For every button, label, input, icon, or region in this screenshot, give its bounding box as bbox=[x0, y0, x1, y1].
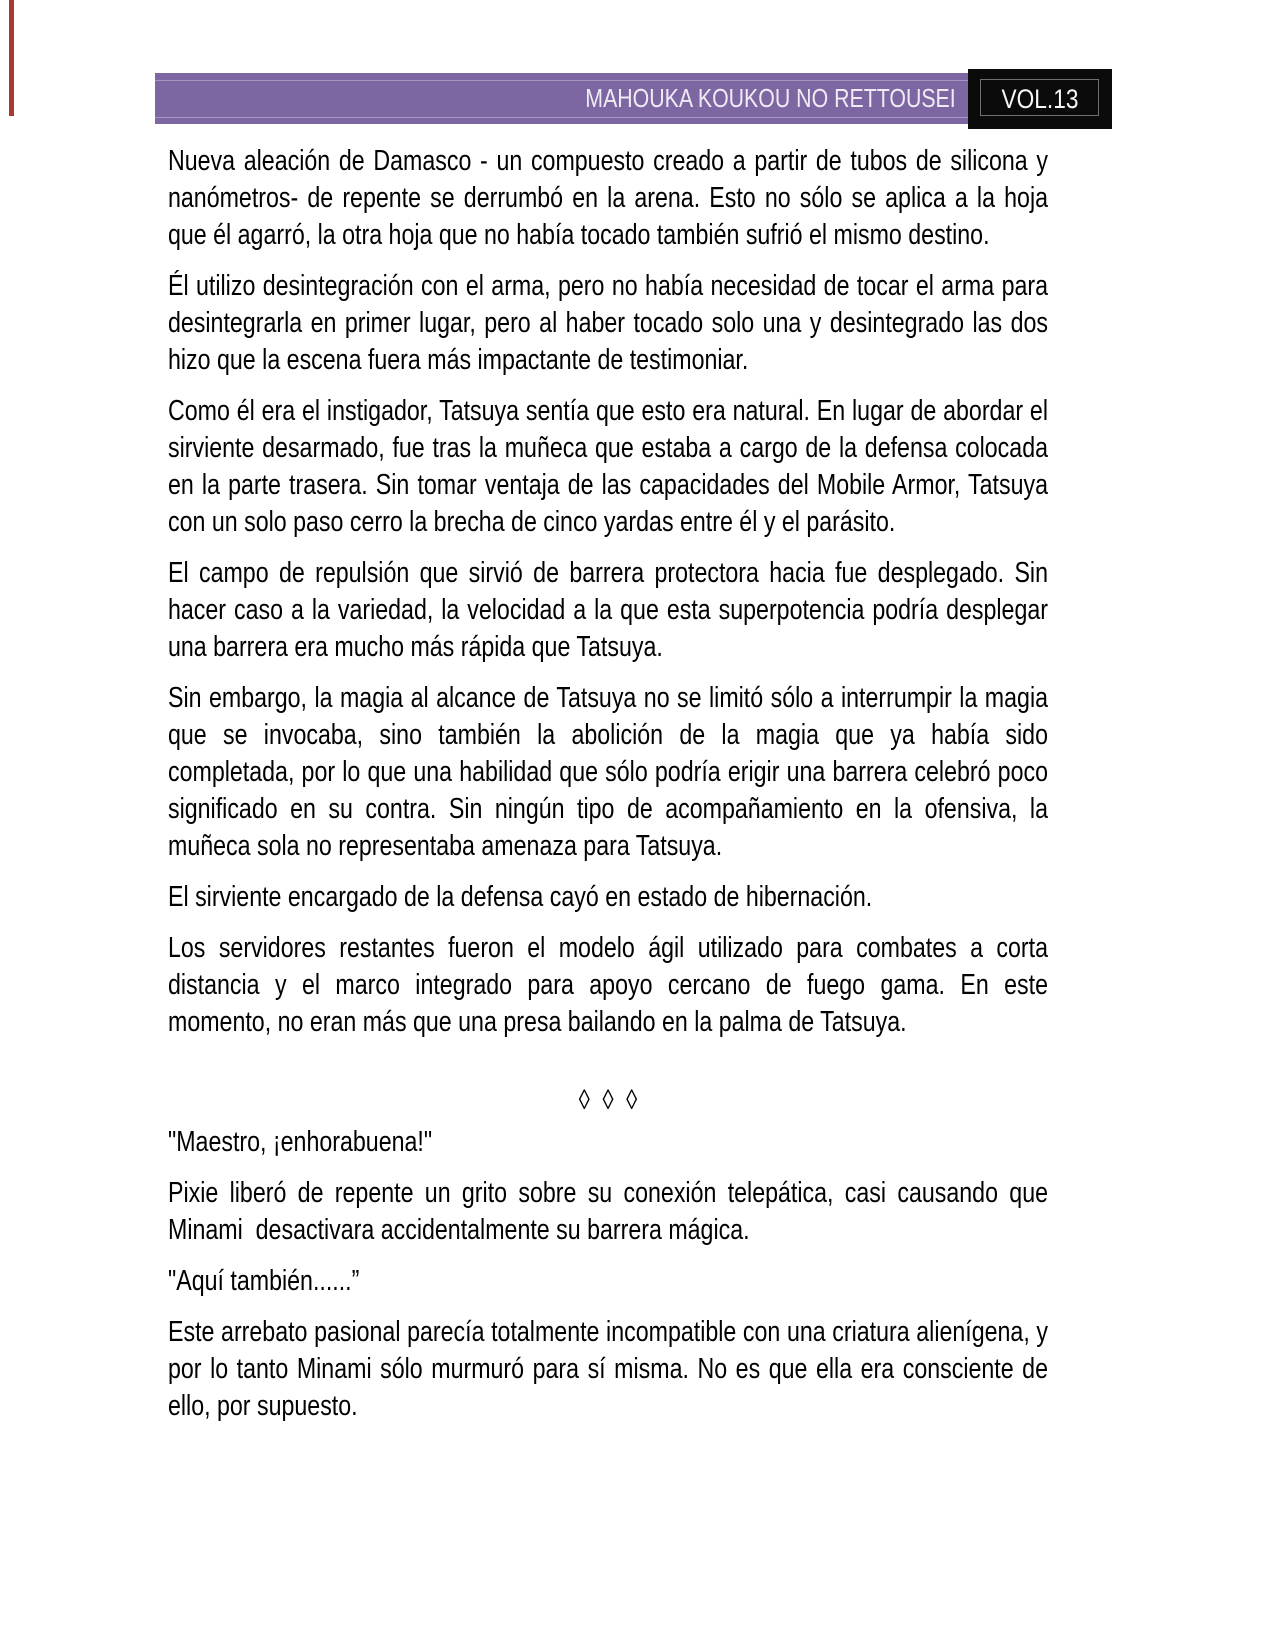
paragraph: El sirviente encargado de la defensa cayó en estado de hibernación. bbox=[168, 881, 873, 913]
paragraph: Los servidores restantes fueron el modelo ágil utilizado para combates a corta distancia y el marco integrado para apoyo cercano de fuego gama. En este momento, no eran más que una presa bailando en la palma de Tatsuya. bbox=[168, 932, 1048, 1038]
revision-change-bar bbox=[9, 0, 14, 116]
paragraph: Nueva aleación de Damasco - un compuesto creado a partir de tubos de silicona y nanómetros- de repente se derrumbó en la arena. Esto no sólo se aplica a la hoja que él agarró, la otra hoja que no había tocado también sufrió el mismo destino. bbox=[168, 145, 1048, 251]
paragraph: Como él era el instigador, Tatsuya sentía que esto era natural. En lugar de abordar el sirviente desarmado, fue tras la muñeca que estaba a cargo de la defensa colocada en la parte trasera. Sin tomar ventaja de las capacidades del Mobile Armor, Tatsuya con un solo paso cerro la brecha de cinco yardas entre él y el parásito. bbox=[168, 395, 1048, 538]
paragraph: Sin embargo, la magia al alcance de Tatsuya no se limitó sólo a interrumpir la magia que se invocaba, sino también la abolición de la magia que ya había sido completada, por lo que una habilidad que sólo podría erigir una barrera celebró poco significado en su contra. Sin ningún tipo de acompañamiento en la ofensiva, la muñeca sola no representaba amenaza para Tatsuya. bbox=[168, 682, 1048, 862]
header-title: MAHOUKA KOUKOU NO RETTOUSEI bbox=[585, 83, 956, 113]
paragraph: Él utilizo desintegración con el arma, pero no había necesidad de tocar el arma para desintegrarla en primer lugar, pero al haber tocado solo una y desintegrado las dos hizo que la escena fuera más impactante de testimoniar. bbox=[168, 270, 1048, 376]
volume-badge bbox=[968, 69, 1112, 129]
content bbox=[168, 143, 1048, 1439]
paragraph: "Aquí también......” bbox=[168, 1265, 360, 1297]
paragraph: Este arrebato pasional parecía totalmente incompatible con una criatura alienígena, y por lo tanto Minami sólo murmuró para sí misma. No es que ella era consciente de ello, por supuesto. bbox=[168, 1316, 1048, 1422]
paragraph: Pixie liberó de repente un grito sobre su conexión telepática, casi causando que Minami desactivara accidentalmente su barrera mágica. bbox=[168, 1177, 1048, 1246]
header-band bbox=[155, 73, 968, 124]
paragraph: El campo de repulsión que sirvió de barrera protectora hacia fue desplegado. Sin hacer caso a la variedad, la velocidad a la que esta superpotencia podría desplegar una barrera era mucho más rápida que Tatsuya. bbox=[168, 557, 1048, 663]
volume-label: VOL.13 bbox=[1001, 83, 1079, 114]
paragraph: "Maestro, ¡enhorabuena!" bbox=[168, 1126, 433, 1158]
section-separator: ◊ ◊ ◊ bbox=[578, 1084, 638, 1115]
